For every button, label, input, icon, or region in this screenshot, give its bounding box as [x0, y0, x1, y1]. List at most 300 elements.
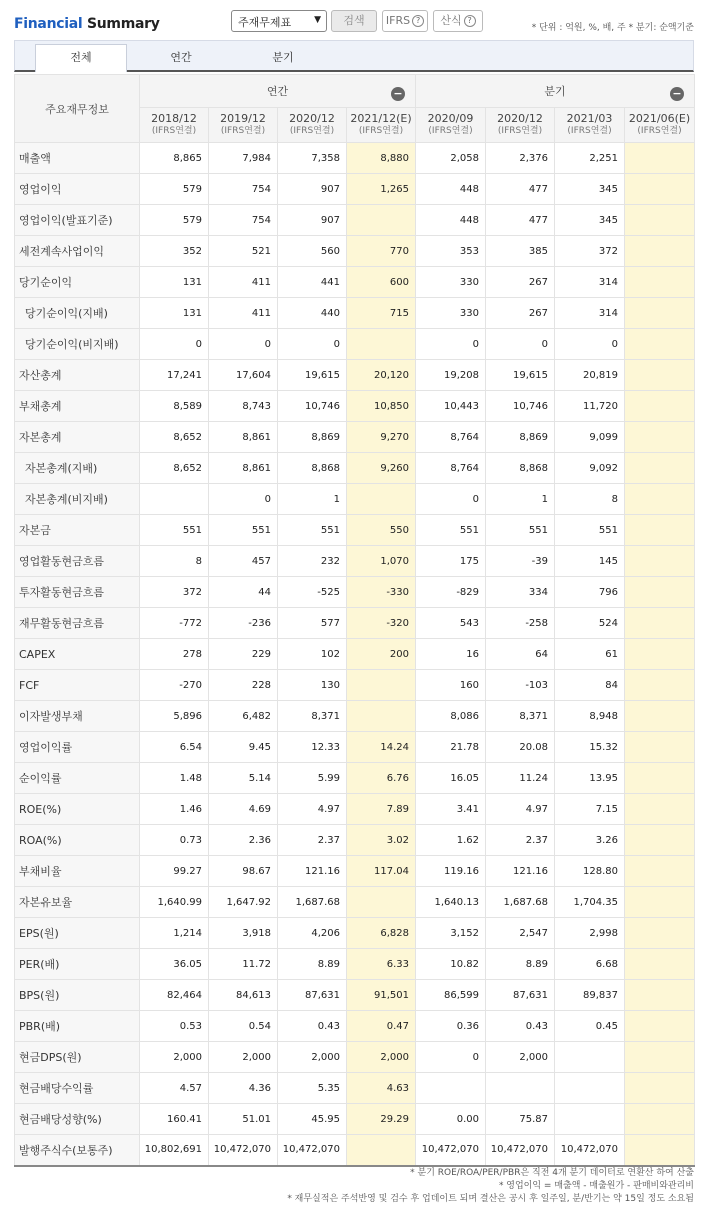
column-basis: (IFRS연결) — [289, 126, 335, 136]
table-cell: 8,861 — [209, 422, 278, 453]
row-label: 자본금 — [15, 515, 140, 546]
row-label: 부채총계 — [15, 391, 140, 422]
table-cell: 4.36 — [209, 1073, 278, 1104]
table-cell: 1,640.13 — [416, 887, 486, 918]
table-cell: 3.41 — [416, 794, 486, 825]
table-cell: 117.04 — [347, 856, 416, 887]
table-cell: 17,604 — [209, 360, 278, 391]
table-cell: 477 — [486, 174, 555, 205]
table-cell: 10,850 — [347, 391, 416, 422]
table-cell: 17,241 — [140, 360, 209, 391]
footnote: * 재무실적은 주석반영 및 검수 후 업데이트 되며 결산은 공시 후 일주일, 분/반기는 약 15일 정도 소요됨 — [287, 1194, 694, 1204]
table-cell: 5.35 — [278, 1073, 347, 1104]
table-cell: 8,371 — [486, 701, 555, 732]
table-cell: 754 — [209, 174, 278, 205]
statement-select[interactable] — [231, 10, 327, 32]
table-row — [15, 918, 695, 949]
table-cell: 11.72 — [209, 949, 278, 980]
table-cell: 2,000 — [278, 1042, 347, 1073]
row-label: 당기순이익 — [15, 267, 140, 298]
table-cell: 579 — [140, 205, 209, 236]
collapse-annual-icon[interactable]: − — [391, 87, 405, 101]
table-cell: 1,687.68 — [486, 887, 555, 918]
table-cell — [140, 484, 209, 515]
column-header — [140, 108, 209, 143]
table-cell: 8.89 — [278, 949, 347, 980]
table-cell: 128.80 — [555, 856, 625, 887]
table-cell: 0.73 — [140, 825, 209, 856]
table-cell: 7,984 — [209, 143, 278, 174]
table-cell: 175 — [416, 546, 486, 577]
row-label: 발행주식수(보통주) — [15, 1135, 140, 1166]
table-cell: 99.27 — [140, 856, 209, 887]
table-cell — [625, 577, 695, 608]
table-cell — [625, 794, 695, 825]
table-cell: 330 — [416, 298, 486, 329]
table-cell: -525 — [278, 577, 347, 608]
table-cell: 91,501 — [347, 980, 416, 1011]
table-cell: -330 — [347, 577, 416, 608]
table-cell: 3,918 — [209, 918, 278, 949]
table-row — [15, 1104, 695, 1135]
table-row — [15, 639, 695, 670]
table-cell: 551 — [486, 515, 555, 546]
statement-select-value: 주재무제표 — [238, 16, 292, 29]
table-cell — [347, 329, 416, 360]
table-cell — [625, 546, 695, 577]
column-basis: (IFRS연결) — [497, 126, 543, 136]
table-cell: 4.63 — [347, 1073, 416, 1104]
table-cell: 8,764 — [416, 422, 486, 453]
table-cell: 8,589 — [140, 391, 209, 422]
table-cell: 600 — [347, 267, 416, 298]
table-cell: 8,371 — [278, 701, 347, 732]
table-cell: 64 — [486, 639, 555, 670]
table-cell — [625, 143, 695, 174]
table-cell: 19,615 — [278, 360, 347, 391]
table-cell: 8,764 — [416, 453, 486, 484]
table-cell: 8,652 — [140, 422, 209, 453]
table-cell: 98.67 — [209, 856, 278, 887]
table-cell: 131 — [140, 267, 209, 298]
table-cell: 10,472,070 — [278, 1135, 347, 1166]
row-label: 순이익률 — [15, 763, 140, 794]
table-cell: 86,599 — [416, 980, 486, 1011]
table-cell — [625, 422, 695, 453]
table-cell: 20.08 — [486, 732, 555, 763]
table-cell: 9,092 — [555, 453, 625, 484]
table-cell: 1,214 — [140, 918, 209, 949]
table-cell: 5.14 — [209, 763, 278, 794]
table-cell: 579 — [140, 174, 209, 205]
row-label: 당기순이익(비지배) — [15, 329, 140, 360]
table-cell: 20,120 — [347, 360, 416, 391]
table-cell — [625, 763, 695, 794]
table-cell: 8,652 — [140, 453, 209, 484]
table-cell: 1.48 — [140, 763, 209, 794]
table-cell: 267 — [486, 298, 555, 329]
table-cell: 3,152 — [416, 918, 486, 949]
table-row — [15, 329, 695, 360]
table-cell: 4.97 — [278, 794, 347, 825]
table-cell: 8,861 — [209, 453, 278, 484]
row-label: 자본총계(지배) — [15, 453, 140, 484]
row-label: CAPEX — [15, 639, 140, 670]
table-cell: 6,482 — [209, 701, 278, 732]
table-cell: 372 — [140, 577, 209, 608]
table-cell: 4.57 — [140, 1073, 209, 1104]
table-cell: 5.99 — [278, 763, 347, 794]
table-cell: 2,998 — [555, 918, 625, 949]
table-cell: 10,472,070 — [555, 1135, 625, 1166]
table-cell: 2,376 — [486, 143, 555, 174]
table-cell: 4,206 — [278, 918, 347, 949]
table-row — [15, 205, 695, 236]
table-cell: 8,865 — [140, 143, 209, 174]
table-cell — [625, 949, 695, 980]
header-bar — [14, 10, 694, 38]
row-label: 자본유보율 — [15, 887, 140, 918]
table-cell — [625, 360, 695, 391]
table-cell: 440 — [278, 298, 347, 329]
table-cell — [625, 1073, 695, 1104]
table-cell: 1,704.35 — [555, 887, 625, 918]
table-cell: 0.36 — [416, 1011, 486, 1042]
table-cell: 8,086 — [416, 701, 486, 732]
table-cell: -258 — [486, 608, 555, 639]
table-cell — [486, 1073, 555, 1104]
table-row — [15, 236, 695, 267]
table-cell: 5,896 — [140, 701, 209, 732]
table-cell: 543 — [416, 608, 486, 639]
table-cell: 551 — [278, 515, 347, 546]
table-cell: 61 — [555, 639, 625, 670]
column-basis: (IFRS연결) — [428, 126, 473, 136]
table-cell: 2,251 — [555, 143, 625, 174]
table-cell: 2,000 — [209, 1042, 278, 1073]
group-header-quarter: 분기 − — [416, 75, 695, 108]
table-row — [15, 763, 695, 794]
table-cell: 13.95 — [555, 763, 625, 794]
table-cell — [347, 887, 416, 918]
table-cell: 907 — [278, 205, 347, 236]
search-button[interactable]: 검색 — [331, 10, 377, 32]
table-cell: 8.89 — [486, 949, 555, 980]
table-cell — [625, 980, 695, 1011]
table-cell: 770 — [347, 236, 416, 267]
column-basis: (IFRS연결) — [567, 126, 612, 136]
collapse-quarter-icon[interactable]: − — [670, 87, 684, 101]
table-cell — [347, 484, 416, 515]
table-cell — [625, 329, 695, 360]
table-cell: 411 — [209, 298, 278, 329]
column-basis: (IFRS연결) — [637, 126, 682, 136]
table-cell: 0 — [416, 329, 486, 360]
row-label: ROA(%) — [15, 825, 140, 856]
table-cell: 0.43 — [486, 1011, 555, 1042]
table-cell: 7.15 — [555, 794, 625, 825]
unit-note: * 단위 : 억원, %, 배, 주 * 분기: 순액기준 — [531, 23, 694, 33]
table-cell: 551 — [555, 515, 625, 546]
question-icon: ? — [412, 15, 424, 27]
table-cell: 353 — [416, 236, 486, 267]
table-cell: 0 — [555, 329, 625, 360]
table-cell: 4.69 — [209, 794, 278, 825]
table-cell — [347, 670, 416, 701]
column-basis: (IFRS연결) — [151, 126, 197, 136]
row-label: 매출액 — [15, 143, 140, 174]
table-cell — [625, 701, 695, 732]
table-cell — [625, 856, 695, 887]
table-cell: 84,613 — [209, 980, 278, 1011]
table-cell: 1.62 — [416, 825, 486, 856]
table-cell: 8,948 — [555, 701, 625, 732]
table-cell — [555, 1104, 625, 1135]
table-cell: 10,443 — [416, 391, 486, 422]
table-cell: 0.53 — [140, 1011, 209, 1042]
row-label: 영업이익률 — [15, 732, 140, 763]
table-cell: -103 — [486, 670, 555, 701]
table-cell: 6.76 — [347, 763, 416, 794]
table-cell: 448 — [416, 174, 486, 205]
tab-quarterly[interactable]: 분기 — [272, 51, 294, 64]
row-label: EPS(원) — [15, 918, 140, 949]
table-cell — [625, 236, 695, 267]
table-row — [15, 360, 695, 391]
table-cell: 8,869 — [278, 422, 347, 453]
column-period: 2021/03 — [566, 112, 613, 125]
table-cell: 36.05 — [140, 949, 209, 980]
table-cell — [625, 670, 695, 701]
table-cell: 2,058 — [416, 143, 486, 174]
table-cell — [625, 453, 695, 484]
table-row — [15, 949, 695, 980]
table-cell: 6,828 — [347, 918, 416, 949]
row-label: 자본총계(비지배) — [15, 484, 140, 515]
table-cell: 9.45 — [209, 732, 278, 763]
row-label: 재무활동현금흐름 — [15, 608, 140, 639]
table-cell: 10,472,070 — [416, 1135, 486, 1166]
table-cell: 3.26 — [555, 825, 625, 856]
table-row — [15, 608, 695, 639]
table-cell: 19,208 — [416, 360, 486, 391]
row-label: PBR(배) — [15, 1011, 140, 1042]
table-cell: 9,260 — [347, 453, 416, 484]
row-label: 부채비율 — [15, 856, 140, 887]
table-cell — [625, 825, 695, 856]
table-cell: 160 — [416, 670, 486, 701]
table-cell: 10,472,070 — [209, 1135, 278, 1166]
table-row — [15, 391, 695, 422]
table-row — [15, 856, 695, 887]
table-cell: 8,743 — [209, 391, 278, 422]
table-cell: 75.87 — [486, 1104, 555, 1135]
table-cell: 19,615 — [486, 360, 555, 391]
table-cell: 314 — [555, 267, 625, 298]
footnote: * 영업이익 = 매출액 - 매출원가 - 판매비와관리비 — [498, 1181, 694, 1191]
table-cell: 0 — [209, 329, 278, 360]
financial-table — [14, 74, 695, 1167]
table-cell: 1 — [486, 484, 555, 515]
table-cell: 51.01 — [209, 1104, 278, 1135]
table-cell: 6.33 — [347, 949, 416, 980]
row-label: 현금배당수익률 — [15, 1073, 140, 1104]
table-cell: 345 — [555, 174, 625, 205]
table-row — [15, 887, 695, 918]
table-row — [15, 484, 695, 515]
column-header — [278, 108, 347, 143]
table-cell — [625, 608, 695, 639]
table-cell: 89,837 — [555, 980, 625, 1011]
table-cell: 8 — [555, 484, 625, 515]
table-cell: 2,000 — [486, 1042, 555, 1073]
table-row — [15, 1011, 695, 1042]
corner-header: 주요재무정보 — [15, 75, 140, 143]
table-cell — [625, 1104, 695, 1135]
table-cell: 131 — [140, 298, 209, 329]
table-cell — [625, 639, 695, 670]
table-cell: 10,746 — [486, 391, 555, 422]
table-cell: 0.00 — [416, 1104, 486, 1135]
table-cell: 8,869 — [486, 422, 555, 453]
row-label: FCF — [15, 670, 140, 701]
tab-all[interactable]: 전체 — [35, 44, 127, 72]
table-cell: 121.16 — [486, 856, 555, 887]
table-cell — [625, 205, 695, 236]
table-row — [15, 577, 695, 608]
table-cell: 330 — [416, 267, 486, 298]
table-cell: 45.95 — [278, 1104, 347, 1135]
table-cell: 551 — [209, 515, 278, 546]
table-cell — [625, 174, 695, 205]
table-cell — [625, 515, 695, 546]
row-label: 당기순이익(지배) — [15, 298, 140, 329]
row-label: ROE(%) — [15, 794, 140, 825]
tab-annual[interactable]: 연간 — [170, 51, 192, 64]
table-cell: 87,631 — [278, 980, 347, 1011]
table-cell — [625, 1135, 695, 1166]
row-label: 투자활동현금흐름 — [15, 577, 140, 608]
table-cell: 477 — [486, 205, 555, 236]
table-row — [15, 546, 695, 577]
table-row — [15, 1042, 695, 1073]
table-cell: 84 — [555, 670, 625, 701]
table-cell: 29.29 — [347, 1104, 416, 1135]
table-cell: 0.47 — [347, 1011, 416, 1042]
table-row — [15, 515, 695, 546]
footnotes — [287, 1167, 694, 1206]
table-cell: 229 — [209, 639, 278, 670]
formula-help-button[interactable]: 산식 ? — [433, 10, 483, 32]
table-cell: 10,802,691 — [140, 1135, 209, 1166]
table-cell: 4.97 — [486, 794, 555, 825]
table-cell: 87,631 — [486, 980, 555, 1011]
table-cell: 551 — [140, 515, 209, 546]
table-cell — [416, 1073, 486, 1104]
table-cell: 145 — [555, 546, 625, 577]
column-period: 2018/12 — [151, 112, 197, 125]
table-cell: 130 — [278, 670, 347, 701]
table-cell: 754 — [209, 205, 278, 236]
table-row — [15, 143, 695, 174]
table-cell — [625, 298, 695, 329]
table-cell: 6.68 — [555, 949, 625, 980]
table-cell: 1,070 — [347, 546, 416, 577]
question-icon: ? — [464, 15, 476, 27]
table-cell: 10,472,070 — [486, 1135, 555, 1166]
table-cell: -270 — [140, 670, 209, 701]
table-cell: 0.54 — [209, 1011, 278, 1042]
column-header — [209, 108, 278, 143]
row-label: 이자발생부채 — [15, 701, 140, 732]
table-cell: 0 — [486, 329, 555, 360]
table-cell: 1,640.99 — [140, 887, 209, 918]
column-header — [416, 108, 486, 143]
table-cell: 9,270 — [347, 422, 416, 453]
table-cell: 314 — [555, 298, 625, 329]
table-cell: 457 — [209, 546, 278, 577]
table-cell: 2,000 — [140, 1042, 209, 1073]
table-cell: 16.05 — [416, 763, 486, 794]
table-cell: -39 — [486, 546, 555, 577]
table-row — [15, 298, 695, 329]
group-header-annual: 연간 − — [140, 75, 416, 108]
table-cell — [347, 701, 416, 732]
table-cell: 2.37 — [278, 825, 347, 856]
table-cell: 12.33 — [278, 732, 347, 763]
column-period: 2021/06(E) — [628, 112, 691, 125]
table-cell: 372 — [555, 236, 625, 267]
table-cell — [625, 1011, 695, 1042]
table-cell: 796 — [555, 577, 625, 608]
table-cell: 3.02 — [347, 825, 416, 856]
table-row — [15, 794, 695, 825]
table-cell: 0.43 — [278, 1011, 347, 1042]
row-label: 자산총계 — [15, 360, 140, 391]
table-cell: 550 — [347, 515, 416, 546]
column-period: 2019/12 — [220, 112, 266, 125]
ifrs-help-button[interactable]: IFRS ? — [382, 10, 428, 32]
table-cell: 121.16 — [278, 856, 347, 887]
table-cell: 0 — [278, 329, 347, 360]
row-label: 영업이익(발표기준) — [15, 205, 140, 236]
table-cell: 551 — [416, 515, 486, 546]
table-cell — [625, 918, 695, 949]
table-cell: 8,880 — [347, 143, 416, 174]
table-cell: 7,358 — [278, 143, 347, 174]
table-cell: 160.41 — [140, 1104, 209, 1135]
page-title: Financial Summary — [14, 16, 160, 32]
table-cell: 1 — [278, 484, 347, 515]
table-cell: 21.78 — [416, 732, 486, 763]
table-cell: 11.24 — [486, 763, 555, 794]
table-cell: 2,000 — [347, 1042, 416, 1073]
table-row — [15, 670, 695, 701]
table-cell: 715 — [347, 298, 416, 329]
table-cell: 8,868 — [486, 453, 555, 484]
row-label: BPS(원) — [15, 980, 140, 1011]
table-row — [15, 174, 695, 205]
table-cell: 560 — [278, 236, 347, 267]
table-cell — [625, 391, 695, 422]
period-tabs — [14, 40, 694, 72]
table-cell — [347, 1135, 416, 1166]
table-cell — [347, 205, 416, 236]
table-cell: 1,687.68 — [278, 887, 347, 918]
table-cell: 8 — [140, 546, 209, 577]
table-row — [15, 825, 695, 856]
row-label: 현금배당성향(%) — [15, 1104, 140, 1135]
